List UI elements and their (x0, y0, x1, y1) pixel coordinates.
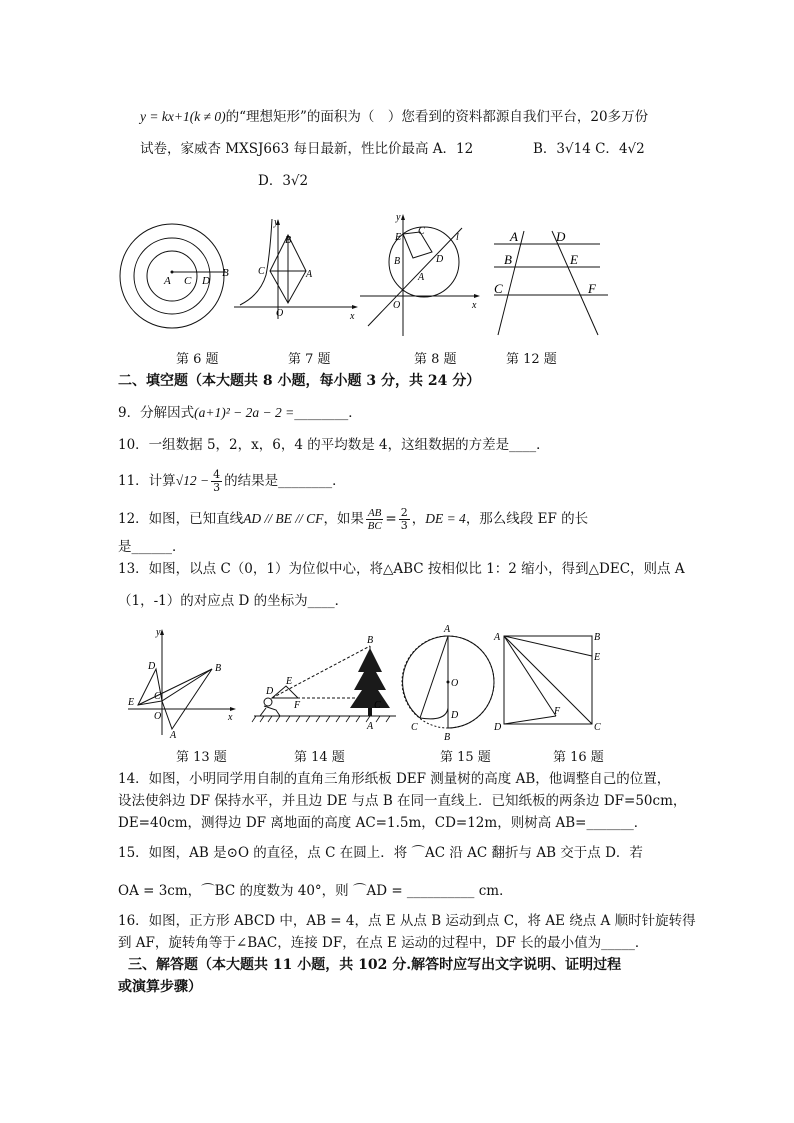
question-13-line-1: 13．如图，以点 C（0，1）为位似中心，将△ABC 按相似比 1：2 缩小，得到△DEC，则点 A (118, 561, 685, 577)
q11-frac-den: 3 (213, 481, 221, 494)
caption-fig8: 第 8 题 (414, 352, 457, 367)
fig8-label-e: E (395, 232, 402, 243)
fig8-label-d: D (436, 254, 444, 265)
fig8-label-x: x (472, 300, 477, 311)
option-c-value: 4√2 (618, 141, 645, 157)
fig7-label-c: C (258, 266, 265, 277)
fig16-label-d: D (494, 722, 502, 733)
question-9 (118, 404, 362, 422)
q12-frac2-num: 2 (400, 506, 408, 519)
fig12-label-d: D (556, 229, 566, 244)
q11-frac-num: 4 (213, 468, 221, 481)
fig15-label-b: B (444, 732, 451, 743)
q12-fraction-1 (366, 507, 383, 532)
section-3-title-line-2: 或演算步骤） (118, 979, 202, 995)
option-d (258, 172, 308, 190)
caption-fig15: 第 15 题 (440, 750, 491, 765)
q12-parallel: AD // BE // CF (243, 511, 324, 526)
fig7-label-o: O (276, 308, 284, 319)
figure-6 (118, 220, 230, 340)
fig6-label-d: D (202, 275, 210, 287)
q12-suffix: ，那么线段 EF 的长 (465, 511, 589, 527)
fig6-label-b: B (222, 267, 229, 279)
fig16-label-e: E (594, 652, 601, 663)
fig13-label-e: E (128, 697, 135, 708)
top-line-1-math: y = kx+1(k ≠ 0) (140, 109, 226, 124)
q12-frac2-den: 3 (400, 519, 408, 532)
fig7-label-b: B (285, 235, 292, 246)
caption-fig14: 第 14 题 (294, 750, 345, 765)
question-11 (118, 466, 346, 496)
fig14-label-c: C (374, 700, 381, 711)
question-15-line-1: 15．如图，AB 是⊙O 的直径，点 C 在圆上．将 ⌒AC 沿 AC 翻折与 AB 交于点 D．若 (118, 845, 643, 861)
question-16-line-2: 到 AF，旋转角等于∠BAC，连接 DF，在点 E 运动的过程中，DF 长的最小值为_____． (118, 935, 649, 951)
fig14-label-a: A (367, 721, 374, 732)
fig15-label-a: A (444, 624, 451, 635)
question-16-line-1: 16．如图，正方形 ABCD 中，AB = 4，点 E 从点 B 运动到点 C，将 AE 绕点 A 顺时针旋转得 (118, 913, 696, 929)
fig8-label-o: O (393, 300, 401, 311)
question-14-line-3: DE=40cm，测得边 DF 离地面的高度 AC=1.5m，CD=12m，则树高 AB=_______． (118, 815, 648, 831)
top-line-1-text: 的“理想矩形”的面积为（ ）您看到的资料都源自我们平台，20多万份 (225, 109, 649, 125)
fig15-label-o: O (451, 678, 459, 689)
q9-prefix: 9．分解因式 (118, 405, 195, 421)
option-d-value: 3√2 (282, 173, 309, 189)
q12-mid1: ，如果 (323, 511, 364, 527)
figure-12 (490, 225, 610, 340)
figure-7 (230, 215, 360, 325)
fig12-label-b: B (504, 252, 512, 267)
q9-expression: (a+1)² − 2a − 2 = (194, 405, 295, 420)
figure-15 (396, 622, 498, 746)
fig14-label-d: D (266, 686, 274, 697)
question-12-line-2: 是______． (118, 539, 186, 555)
q11-prefix: 11．计算 (118, 473, 176, 489)
option-b (533, 140, 645, 158)
fig7-label-x: x (350, 311, 355, 322)
fig14-label-b: B (367, 635, 374, 646)
fig13-label-o: O (154, 711, 162, 722)
option-b-label: B． (533, 141, 557, 157)
question-12 (118, 504, 588, 534)
fig12-label-e: E (570, 252, 578, 267)
q12-frac1-num: AB (367, 507, 382, 519)
caption-fig13: 第 13 题 (176, 750, 227, 765)
top-line-2-text: 试卷，家威杏 MXSJ663 每日最新，性比价最高 A．12 (140, 141, 474, 157)
fig6-label-a: A (164, 275, 171, 287)
caption-fig6: 第 6 题 (176, 352, 219, 367)
fig15-label-d: D (451, 710, 459, 721)
question-10: 10．一组数据 5，2，x，6，4 的平均数是 4，这组数据的方差是____． (118, 437, 550, 453)
fig13-label-d: D (148, 661, 156, 672)
fig16-label-a: A (494, 632, 501, 643)
figure-16 (490, 628, 602, 738)
fig13-label-y: y (156, 627, 161, 638)
q12-frac1-den: BC (367, 520, 382, 532)
option-b-value: 3√14 (556, 141, 591, 157)
caption-fig16: 第 16 题 (553, 750, 604, 765)
fig12-label-a: A (510, 229, 518, 244)
question-14-line-2: 设法使斜边 DF 保持水平，并且边 DE 与点 B 在同一直线上．已知纸板的两条边 DF=50cm， (118, 793, 687, 809)
section-2-title: 二、填空题（本大题共 8 小题，每小题 3 分，共 24 分） (118, 373, 481, 389)
q12-fraction-2 (399, 507, 410, 532)
q9-blank: ________． (294, 405, 362, 421)
caption-fig7: 第 7 题 (288, 352, 331, 367)
fig13-label-c: C (154, 691, 161, 702)
section-3-title-line-1: 三、解答题（本大题共 11 小题，共 102 分.解答时应写出文字说明、证明过程 (128, 957, 622, 973)
fig7-label-a: A (306, 269, 313, 280)
top-line-2 (140, 140, 473, 158)
fig7-label-y: y (274, 217, 279, 228)
fig16-label-c: C (594, 722, 601, 733)
fig12-label-c: C (494, 281, 503, 296)
q12-de: DE = 4 (425, 511, 466, 526)
figure-8 (358, 210, 488, 338)
fig15-label-c: C (411, 722, 418, 733)
figure-13 (120, 625, 240, 740)
question-14-line-1: 14．如图，小明同学用自制的直角三角形纸板 DEF 测量树的高度 AB，他调整自己的位置， (118, 771, 671, 787)
fig13-label-a: A (170, 730, 177, 740)
q12-prefix: 12．如图，已知直线 (118, 511, 244, 527)
fig6-label-c: C (184, 275, 192, 287)
fig13-label-b: B (215, 663, 222, 674)
q12-mid2: ， (411, 511, 426, 527)
fig14-label-f: F (294, 700, 301, 711)
option-c-label: C． (595, 141, 619, 157)
q11-expression: √12 − (175, 473, 210, 488)
option-d-label: D． (258, 173, 283, 189)
q12-eq: = (385, 511, 397, 527)
question-15-line-2: OA = 3cm，⌒BC 的度数为 40°，则 ⌒AD = __________ cm． (118, 883, 513, 899)
fig8-label-a: A (418, 272, 425, 283)
caption-fig12: 第 12 题 (506, 352, 557, 367)
fig16-label-b: B (594, 632, 601, 643)
fig8-label-l: l (456, 232, 459, 243)
figure-14 (250, 630, 400, 736)
fig13-label-x: x (228, 712, 233, 723)
fig8-label-c: C (418, 226, 425, 237)
fig12-label-f: F (588, 281, 596, 296)
top-line-1 (140, 108, 648, 126)
fig8-label-b: B (394, 256, 401, 267)
fig14-label-e: E (286, 676, 293, 687)
question-13-line-2: （1，-1）的对应点 D 的坐标为____． (118, 593, 349, 609)
q11-suffix: 的结果是________． (224, 473, 346, 489)
fig16-label-f: F (554, 706, 561, 717)
fig8-label-y: y (396, 212, 401, 223)
q11-fraction (211, 469, 222, 494)
